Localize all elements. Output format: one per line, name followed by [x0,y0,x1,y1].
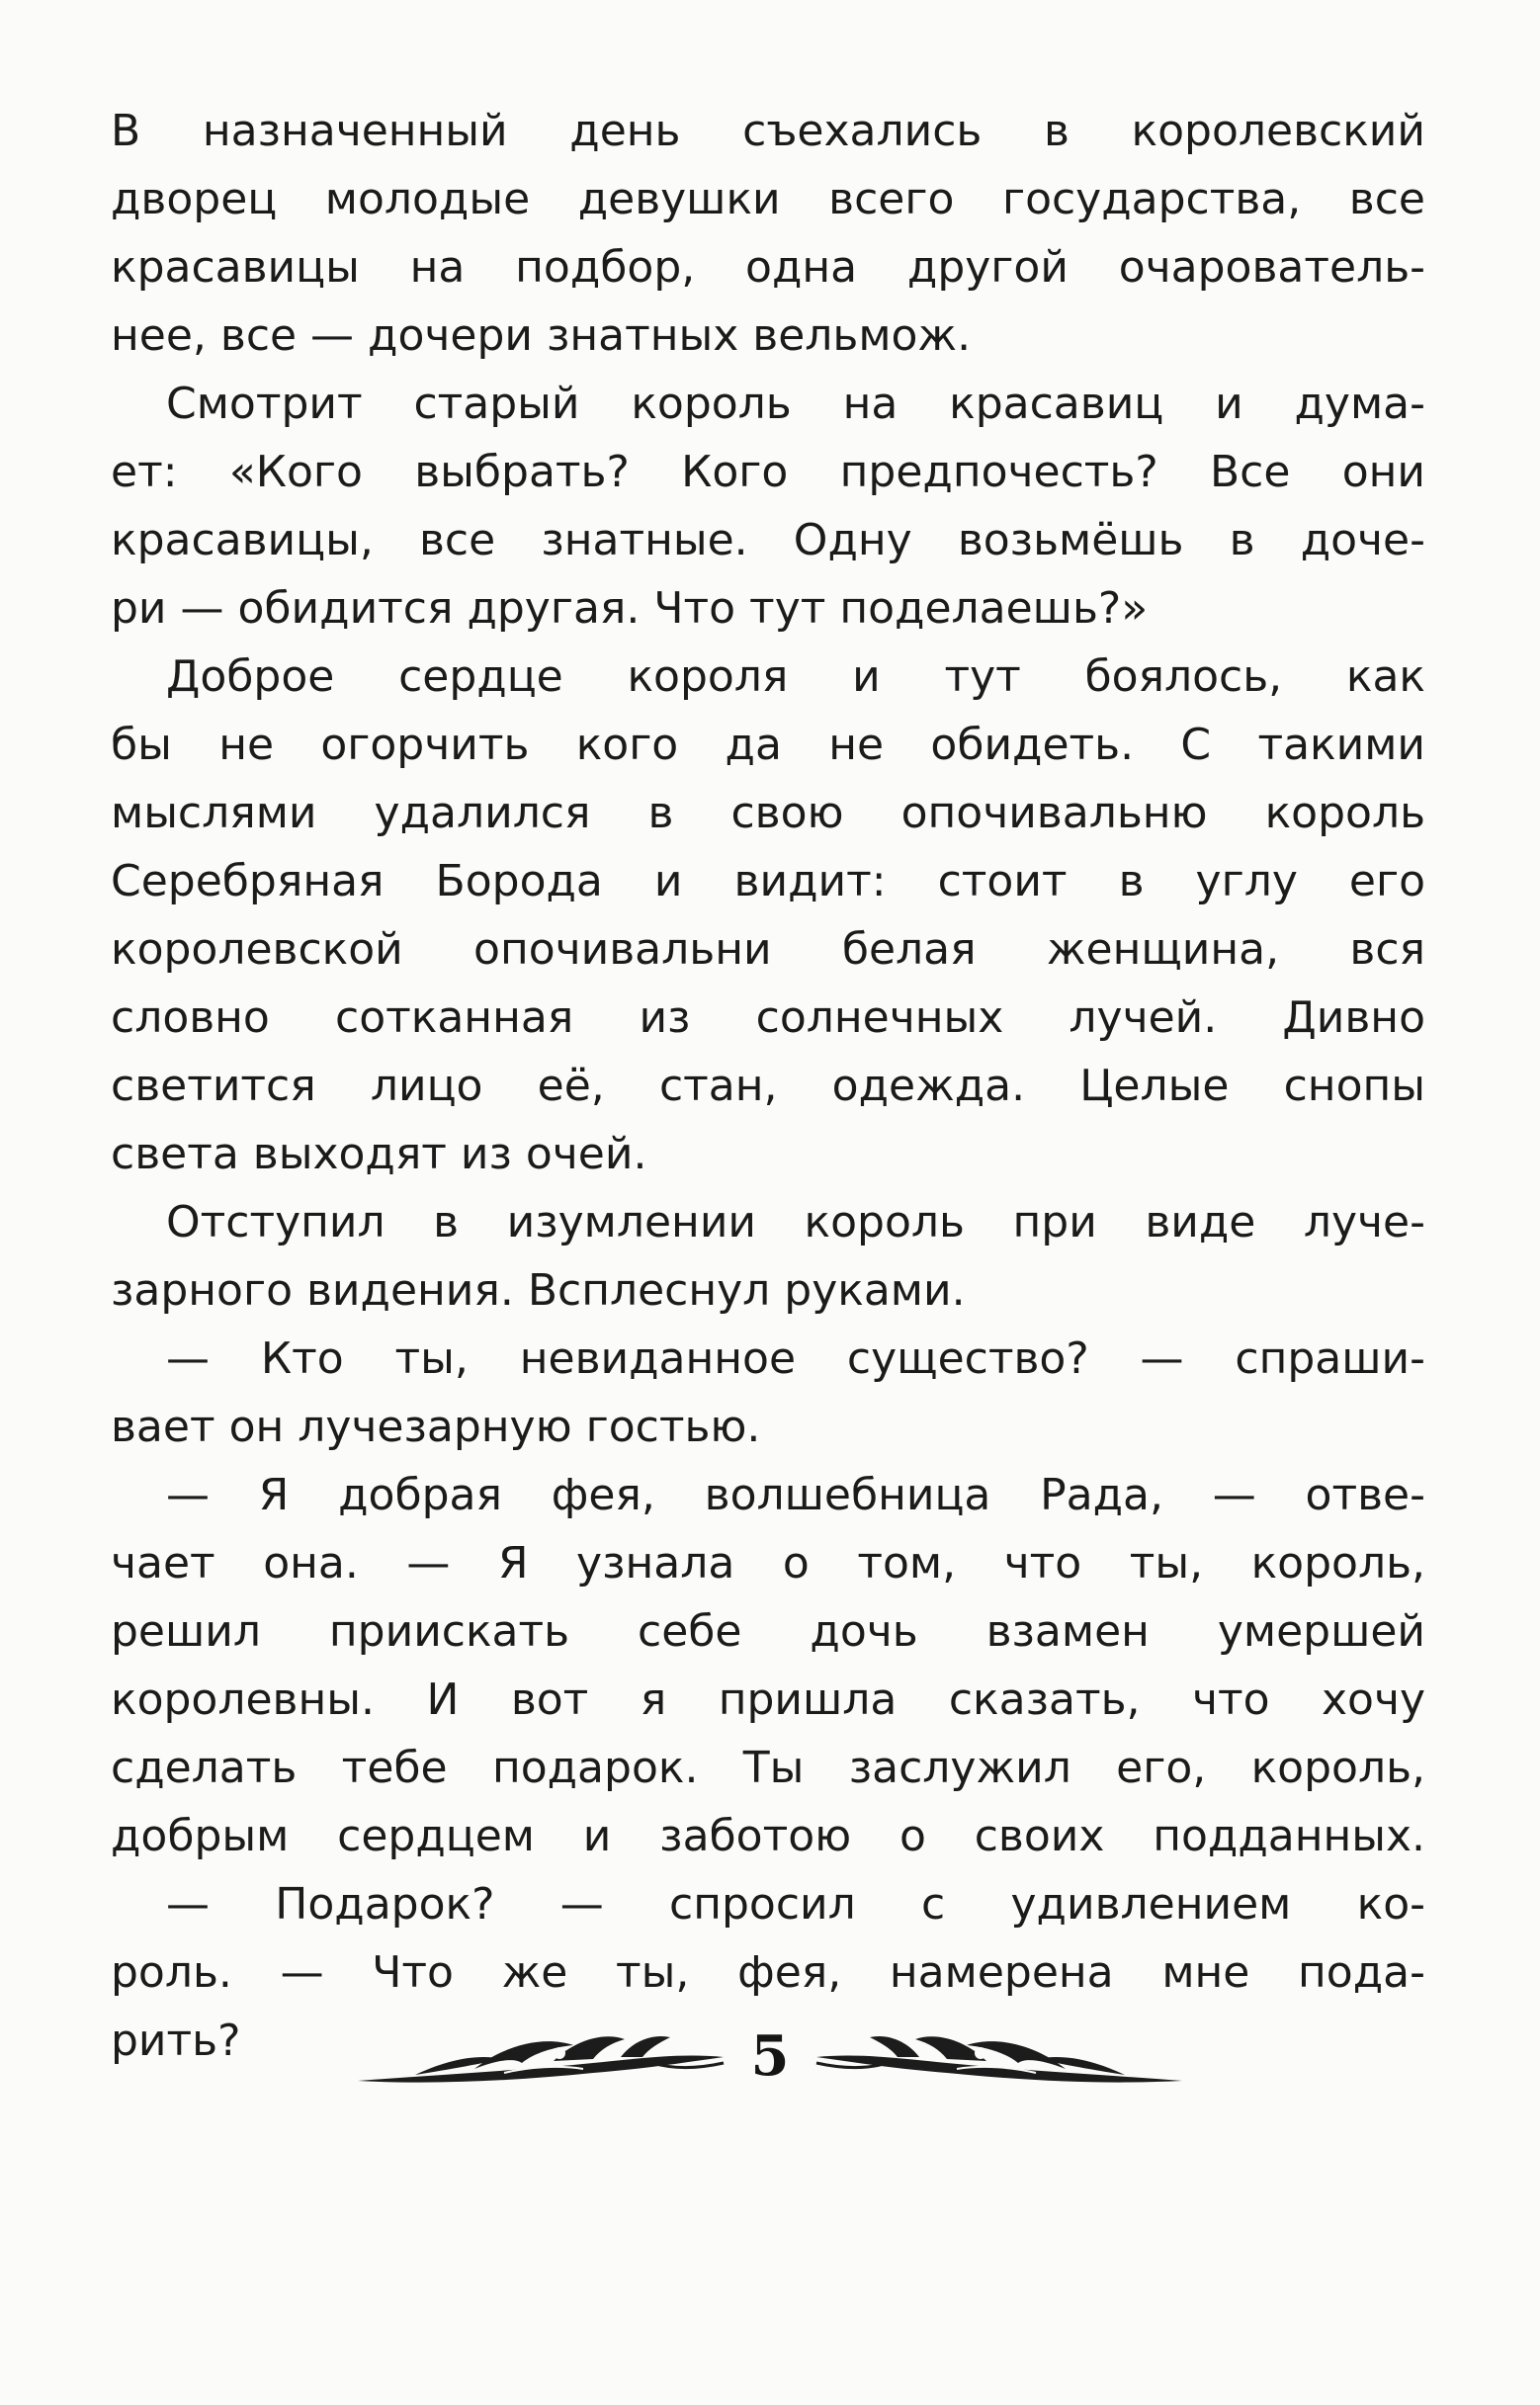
text-line-2: дворец молодые девушки всего государства, все [111,174,1425,224]
text-line-24: королевны. И вот я пришла сказать, что хочу [111,1675,1425,1725]
text-line-9: Доброе сердце короля и тут боялось, как [166,651,1425,702]
text-line-3: красавицы на подбор, одна другой очарователь- [111,242,1425,293]
text-line-4: нее, все — дочери знатных вельмож. [111,310,972,361]
text-line-17: Отступил в изумлении король при виде луче- [166,1197,1425,1247]
text-line-21: — Я добрая фея, волшебница Рада, — отве- [166,1470,1425,1520]
text-line-10: бы не огорчить кого да не обидеть. С такими [111,720,1425,770]
right-ornament-icon [809,2023,1184,2093]
text-line-5: Смотрит старый король на красавиц и дума- [166,379,1425,429]
text-line-6: ет: «Кого выбрать? Кого предпочесть? Все они [111,447,1425,497]
text-line-22: чает она. — Я узнала о том, что ты, король, [111,1538,1425,1589]
text-line-13: королевской опочивальни белая женщина, вся [111,924,1425,975]
page-footer [356,2012,1184,2101]
text-line-15: светится лицо её, стан, одежда. Целые снопы [111,1061,1425,1111]
text-line-23: решил приискать себе дочь взамен умершей [111,1606,1425,1657]
text-line-26: добрым сердцем и заботою о своих подданных. [111,1811,1425,1861]
text-line-19: — Кто ты, невиданное существо? — спраши- [166,1333,1425,1384]
text-line-8: ри — обидится другая. Что тут поделаешь?» [111,583,1149,634]
text-line-11: мыслями удалился в свою опочивальню король [111,788,1425,838]
text-line-25: сделать тебе подарок. Ты заслужил его, король, [111,1743,1425,1793]
text-line-27: — Подарок? — спросил с удивлением ко- [166,1879,1425,1930]
text-line-29: рить? [111,2016,241,2066]
text-line-18: зарного видения. Всплеснул руками. [111,1265,966,1316]
text-line-7: красавицы, все знатные. Одну возьмёшь в доче- [111,515,1425,565]
text-line-28: роль. — Что же ты, фея, намерена мне пода- [111,1947,1425,1998]
text-line-20: вает он лучезарную гостью. [111,1402,761,1452]
page-number: 5 [750,2023,790,2089]
body-text [111,97,1425,2075]
text-line-14: словно сотканная из солнечных лучей. Дивно [111,992,1425,1043]
text-line-12: Серебряная Борода и видит: стоит в углу его [111,856,1425,906]
text-line-16: света выходят из очей. [111,1129,647,1179]
text-line-1: В назначенный день съехались в королевский [111,106,1425,156]
